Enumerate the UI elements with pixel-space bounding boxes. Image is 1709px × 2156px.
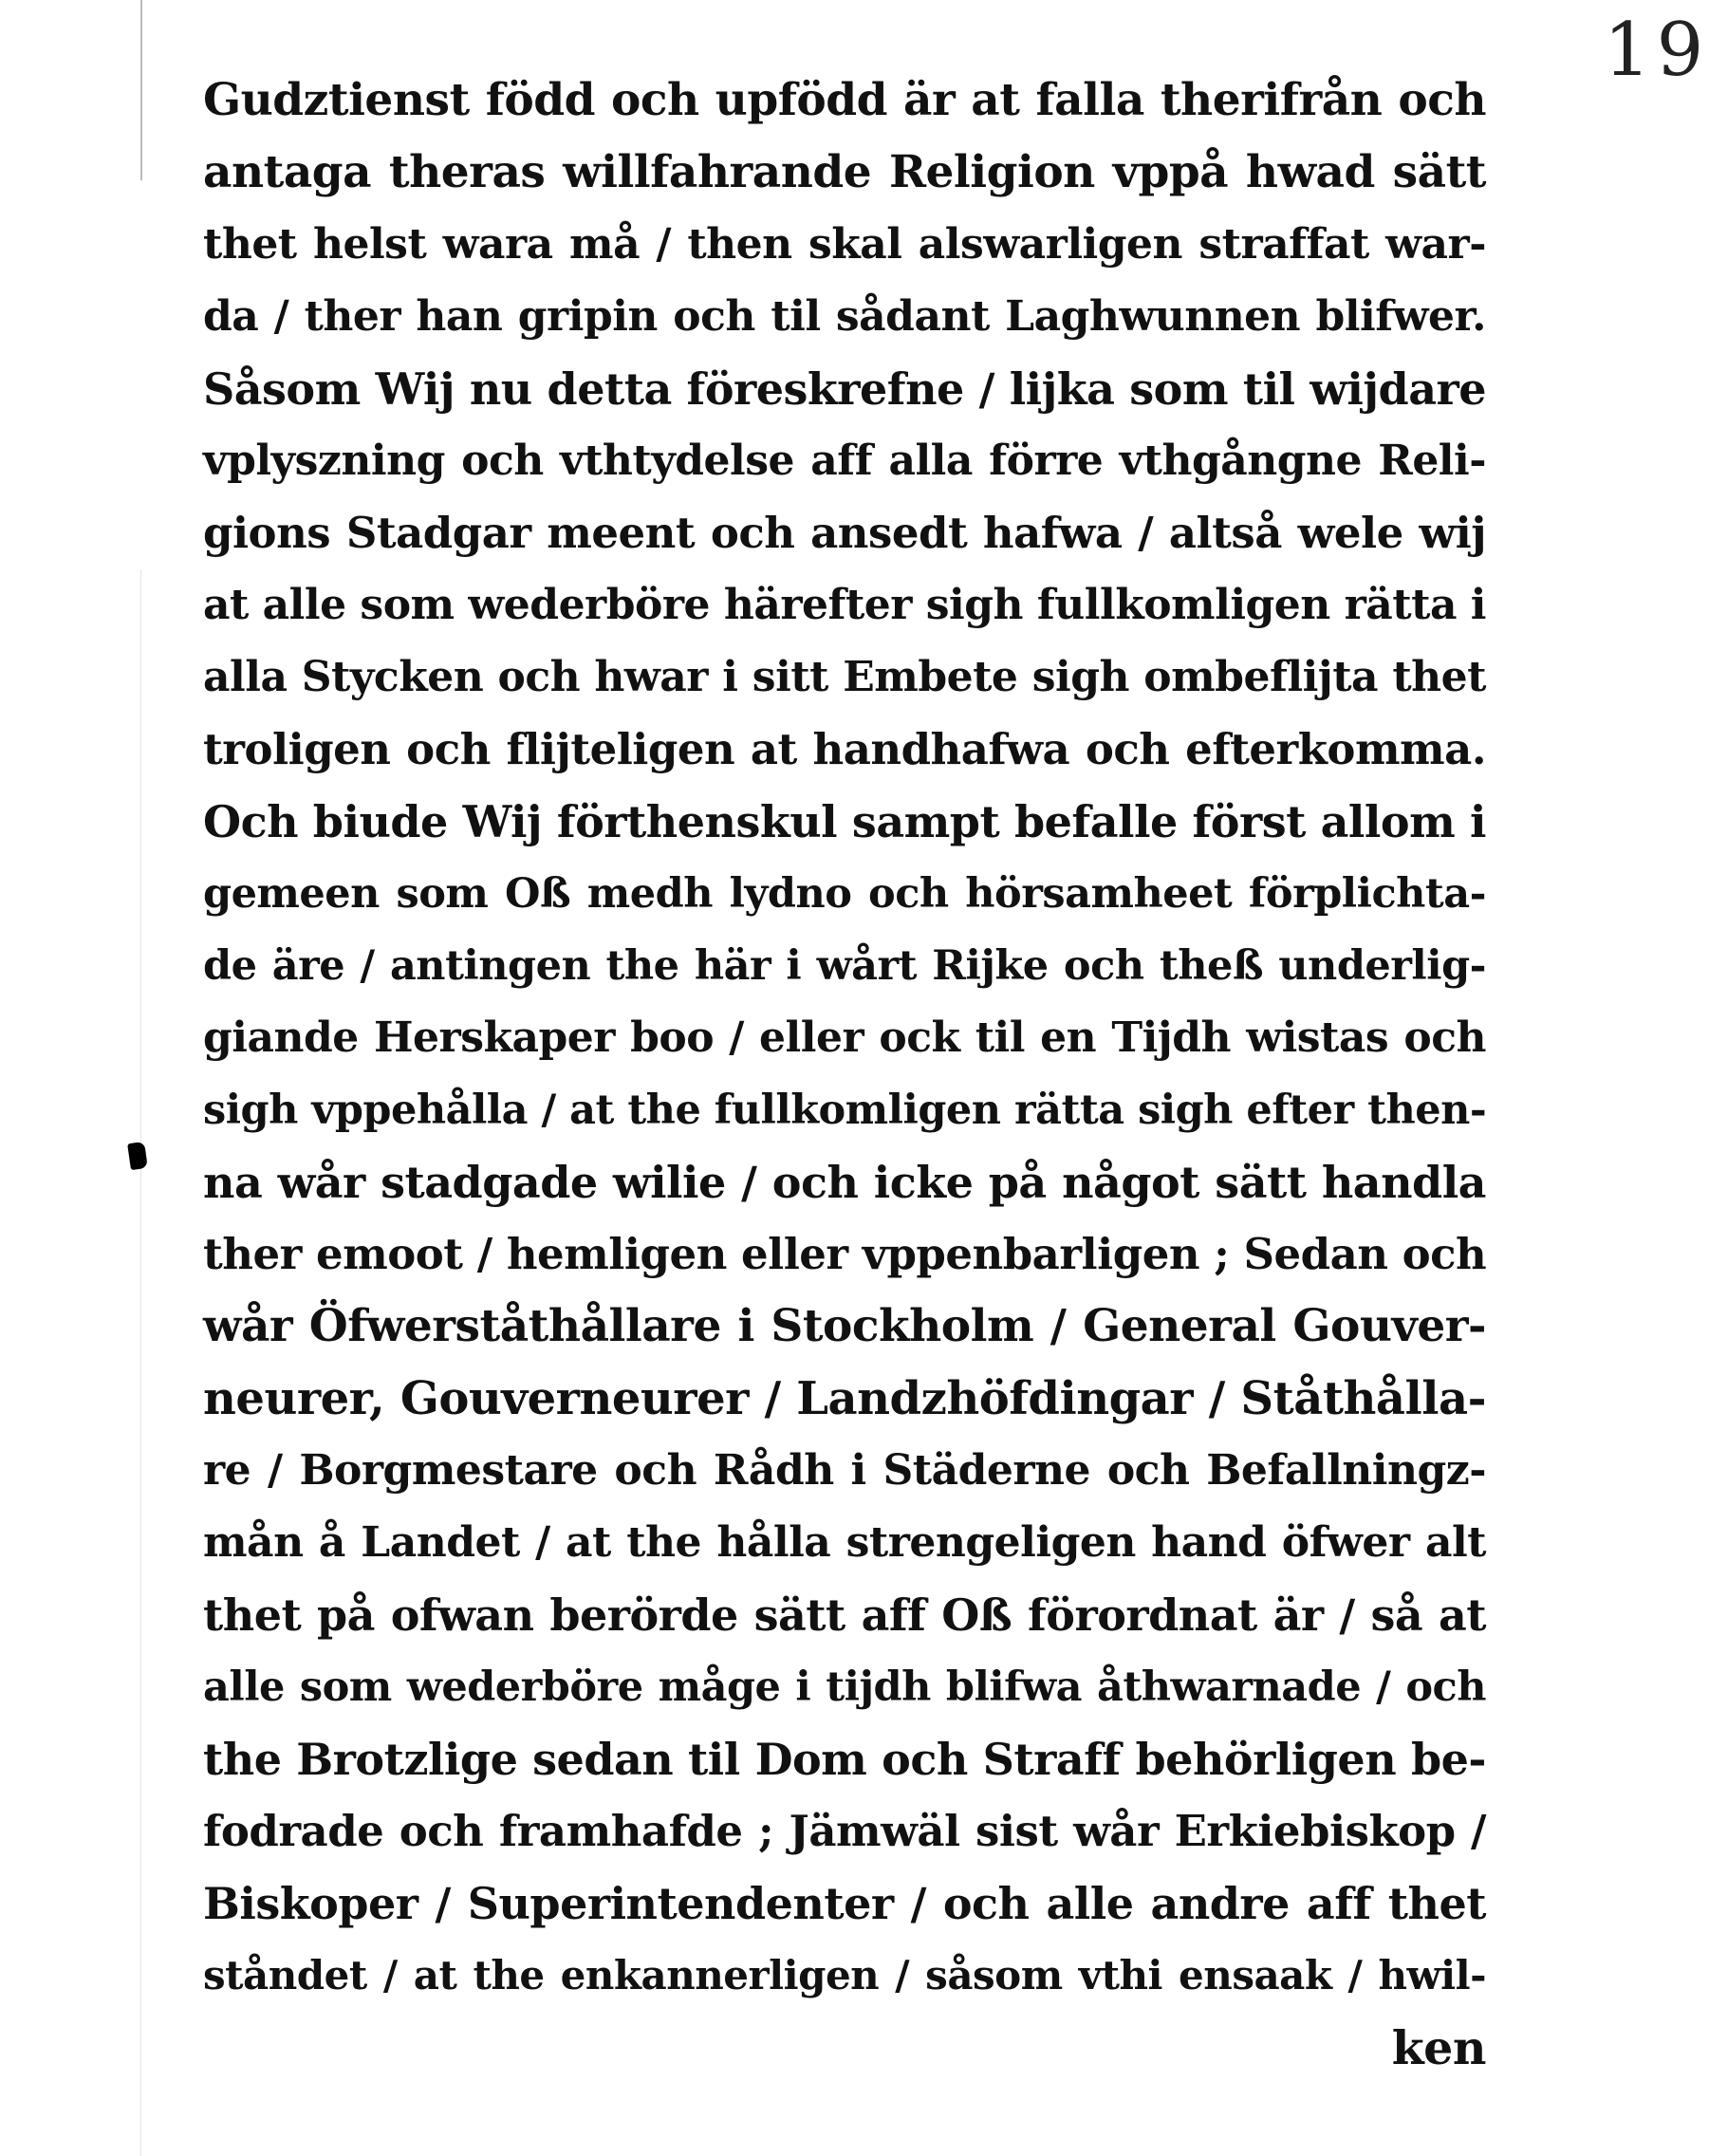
text-line: Såsom Wij nu detta föreskrefne / lijka som til wijdare bbox=[203, 363, 1486, 415]
page-number: 19 bbox=[1604, 8, 1709, 93]
text-line: antaga theras willfahrande Religion vppå hwad sätt bbox=[203, 146, 1486, 198]
text-line: vplyszning och vthtydelse aff alla förre vthgångne Reli- bbox=[203, 437, 1486, 485]
text-line: mån å Landet / at the hålla strengeligen hand öfwer alt bbox=[203, 1518, 1486, 1567]
text-line: thet på ofwan berörde sätt aff Oß förordnat är / så at bbox=[203, 1589, 1486, 1641]
text-line: alle som wederböre måge i tijdh blifwa åthwarnade / och bbox=[203, 1663, 1486, 1711]
text-line: fodrade och framhafde ; Jämwäl sist wår Erkiebiskop / bbox=[203, 1806, 1486, 1856]
text-line: Och biude Wij förthenskul sampt befalle först allom i bbox=[203, 796, 1486, 847]
text-line: ther emoot / hemligen eller vppenbarligen ; Sedan och bbox=[203, 1229, 1487, 1279]
text-line: sigh vppehålla / at the fullkomligen rätta sigh efter then- bbox=[203, 1087, 1487, 1134]
scan-edge-line-upper bbox=[140, 0, 142, 180]
text-line: alla Stycken och hwar i sitt Embete sigh ombeflijta thet bbox=[203, 653, 1486, 701]
text-line: de äre / antingen the här i wårt Rijke och theß underlig- bbox=[203, 942, 1486, 990]
text-line: thet helst wara må / then skal alswarligen straffat war- bbox=[203, 220, 1486, 269]
margin-ink-mark bbox=[127, 1142, 148, 1170]
text-line: na wår stadgade wilie / och icke på något sätt handla bbox=[203, 1157, 1486, 1208]
text-line: wår Öfwerståthållare i Stockholm / General Gouver- bbox=[203, 1300, 1486, 1352]
text-line: neurer, Gouverneurer / Landzhöfdingar / Ståthålla- bbox=[203, 1372, 1486, 1425]
text-line: gemeen som Oß medh lydno och hörsamheet förplichta- bbox=[203, 870, 1486, 918]
text-line: Gudztienst född och upfödd är at falla therifrån och bbox=[203, 74, 1486, 126]
text-line: troligen och flijteligen at handhafwa och efterkomma. bbox=[203, 724, 1486, 774]
text-line: da / ther han gripin och til sådant Laghwunnen blifwer. bbox=[203, 292, 1486, 341]
body-text bbox=[203, 65, 1486, 2084]
scan-edge-line-lower bbox=[140, 569, 141, 2156]
text-line: giande Herskaper boo / eller ock til en Tijdh wistas och bbox=[203, 1013, 1486, 1062]
text-line: ståndet / at the enkannerligen / såsom vthi ensaak / hwil- bbox=[203, 1952, 1486, 1998]
text-line: the Brotzlige sedan til Dom och Straff behörligen be- bbox=[203, 1734, 1486, 1785]
catchword: ken bbox=[1391, 2020, 1486, 2075]
text-line: at alle som wederböre härefter sigh fullkomligen rätta i bbox=[203, 581, 1486, 629]
text-line: re / Borgmestare och Rådh i Städerne och Befallningz- bbox=[203, 1446, 1486, 1495]
text-line: gions Stadgar meent och ansedt hafwa / altså wele wij bbox=[203, 508, 1486, 558]
text-line: Biskoper / Superintendenter / och alle andre aff thet bbox=[203, 1878, 1486, 1929]
